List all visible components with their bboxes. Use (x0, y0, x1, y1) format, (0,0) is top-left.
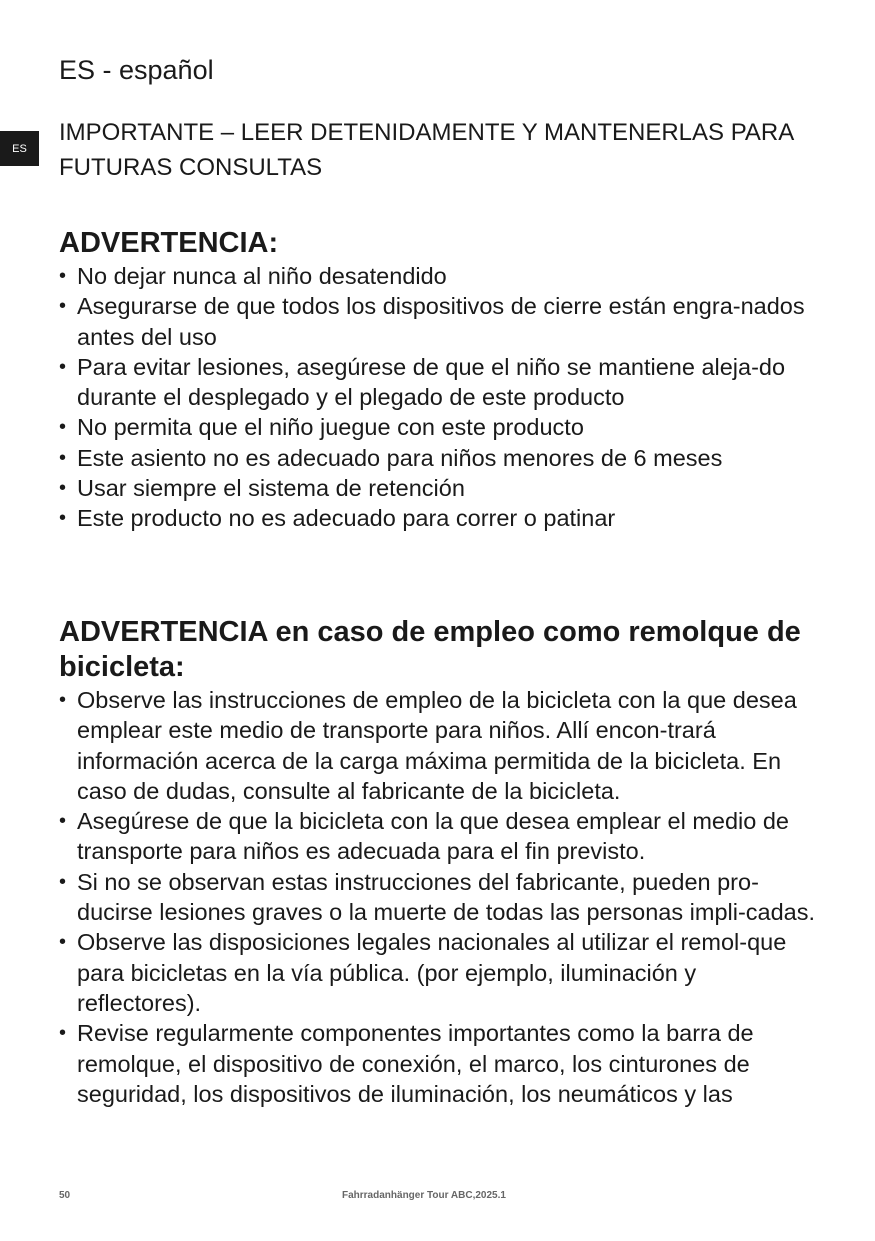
list-item: • Si no se observan estas instrucciones del fabricante, pueden pro-ducirse lesiones graves o la muerte de todas las personas impli-cadas. (59, 867, 819, 928)
list-item: • Este producto no es adecuado para correr o patinar (59, 503, 819, 533)
list-item: • Este asiento no es adecuado para niños menores de 6 meses (59, 443, 819, 473)
list-item: • Usar siempre el sistema de retención (59, 473, 819, 503)
bicycle-trailer-warning-heading: ADVERTENCIA en caso de empleo como remolque de bicicleta: (59, 616, 801, 683)
list-item: • Asegúrese de que la bicicleta con la que desea emplear el medio de transporte para niños es adecuada para el fin previsto. (59, 806, 819, 867)
warning-heading: ADVERTENCIA: (59, 227, 279, 259)
important-notice: IMPORTANTE – LEER DETENIDAMENTE Y MANTENERLAS PARA FUTURAS CONSULTAS (59, 119, 793, 181)
list-item: • Observe las disposiciones legales nacionales al utilizar el remol-que para bicicletas en la vía pública. (por ejemplo, iluminación y reflectores). (59, 927, 819, 1018)
bicycle-trailer-warning-list (59, 685, 819, 1109)
bicycle-trailer-warning-section (59, 615, 819, 1109)
warning-list (59, 261, 819, 534)
page-number: 50 (59, 1190, 71, 1201)
language-tab: ES (0, 131, 39, 166)
list-item: • Asegurarse de que todos los dispositivos de cierre están engra-nados antes del uso (59, 291, 819, 352)
warning-section (59, 226, 819, 534)
list-item: • No dejar nunca al niño desatendido (59, 261, 819, 291)
document-title: Fahrradanhänger Tour ABC,2025.1 (342, 1190, 506, 1201)
list-item: • No permita que el niño juegue con este producto (59, 412, 819, 442)
list-item: • Revise regularmente componentes importantes como la barra de remolque, el dispositivo de conexión, el marco, los cinturones de seguridad, los dispositivos de iluminación, los neumáticos y las (59, 1018, 819, 1109)
list-item: • Para evitar lesiones, asegúrese de que el niño se mantiene aleja-do durante el desplegado y el plegado de este producto (59, 352, 819, 413)
language-title: ES - español (59, 55, 214, 85)
list-item: • Observe las instrucciones de empleo de la bicicleta con la que desea emplear este medio de transporte para niños. Allí encon-trará información acerca de la carga máxima permitida de la bicicleta. En caso de dudas, consulte al fabricante de la bicicleta. (59, 685, 819, 806)
